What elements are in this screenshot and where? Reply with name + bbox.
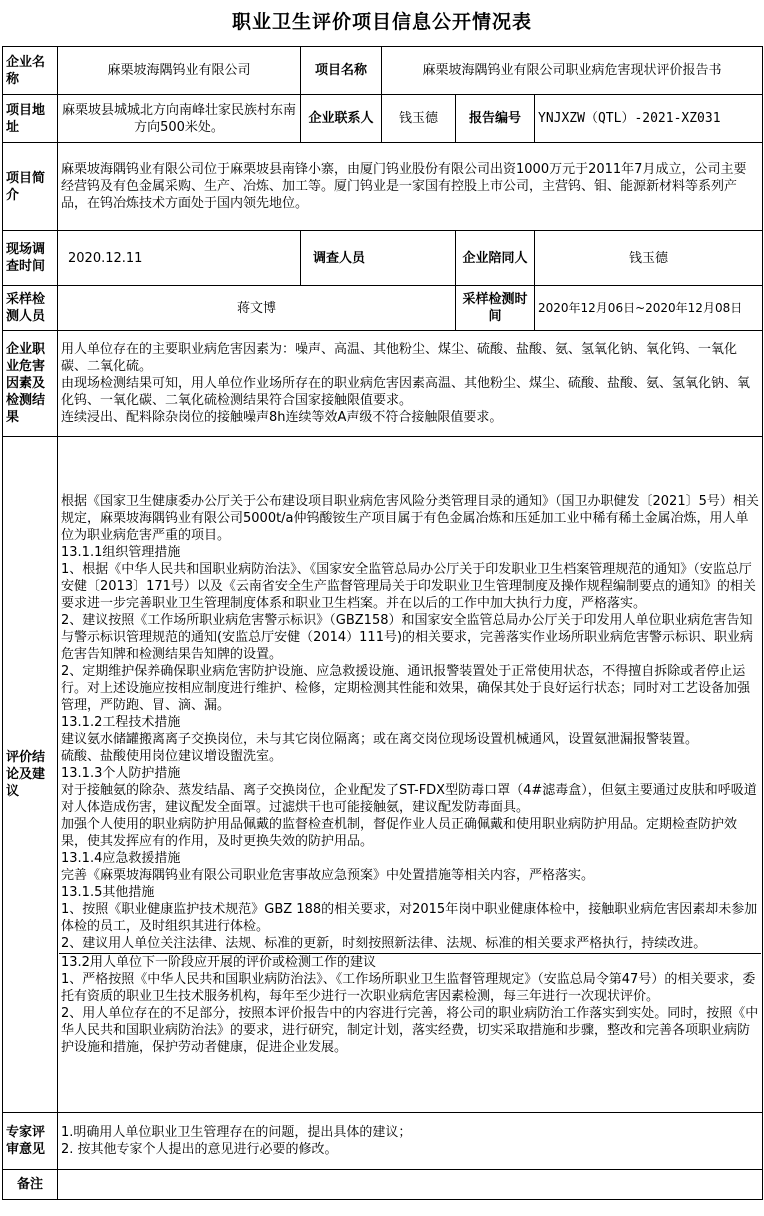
row-company	[3, 47, 763, 95]
conclusion-paragraph: 加强个人使用的职业病防护用品佩戴的监督检查机制，督促作业人员正确佩戴和使用职业病防护用品。定期检查防护效果，使其发挥应有的作用，及时更换失效的防护用品。	[61, 817, 738, 849]
report-number-value: YNJXZW（QTL）-2021-XZ031	[535, 95, 763, 143]
project-name-label: 项目名称	[301, 47, 382, 95]
hazard-line: 连续浸出、配料除杂岗位的接触噪声8h连续等效A声级不符合接触限值要求。	[61, 410, 503, 425]
expert-opinion-label: 专家评审意见	[3, 1113, 58, 1170]
conclusion-paragraph: 1、根据《中华人民共和国职业病防治法》、《国家安全监管总局办公厅关于印发职业卫生档案管理规范的通知》（安监总厅安健〔2013〕171号）以及《云南省安全生产监督管理局关于印发职业卫生管理制度及操作规程编制要点的通知》的相关要求进一步完善职业卫生管理制度体系和职业卫生档案。并在以后的工作中加大执行力度，严格落实。	[61, 562, 756, 611]
row-intro	[3, 143, 763, 231]
section-heading: 13.1.1组织管理措施	[61, 545, 181, 560]
conclusion-paragraph: 1、按照《职业健康监护技术规范》GBZ 188的相关要求，对2015年岗中职业健康体检中，接触职业病危害因素却未参加体检的员工，及时组织其进行体检。	[61, 902, 758, 934]
row-conclusion	[3, 437, 763, 1113]
company-name-label: 企业名称	[3, 47, 58, 95]
remarks-value	[58, 1170, 763, 1200]
row-remarks	[3, 1170, 763, 1200]
survey-date-label: 现场调查时间	[3, 231, 58, 286]
company-escort-label: 企业陪同人	[456, 231, 535, 286]
expert-opinion-text	[58, 1113, 763, 1170]
company-contact-value: 钱玉德	[382, 95, 456, 143]
sampling-time-value: 2020年12月06日~2020年12月08日	[535, 286, 763, 331]
row-hazards	[3, 331, 763, 437]
conclusion-paragraph: 2、建议按照《工作场所职业病危害警示标识》（GBZ158）和国家安全监管总局办公厅关于印发用人单位职业病危害告知与警示标识管理规范的通知(安监总厅安健（2014）111号)的相关要求，完善落实作业场所职业病危害警示标识、职业病危害告知牌和检测结果告知牌的设置。	[61, 613, 754, 662]
section-heading: 13.1.5其他措施	[61, 885, 155, 900]
hazard-line: 用人单位存在的主要职业病危害因素为：噪声、高温、其他粉尘、煤尘、硫酸、盐酸、氨、氢氧化钠、氧化钨、一氧化碳、二氧化硫。	[61, 342, 738, 374]
conclusion-paragraph: 根据《国家卫生健康委办公厅关于公布建设项目职业病危害风险分类管理目录的通知》（国卫办职健发〔2021〕5号）相关规定，麻栗坡海隅钨业有限公司5000t/a仲钨酸铵生产项目属于有色金属冶炼和压延加工业中稀有稀土金属冶炼，用人单位为职业病危害严重的项目。	[61, 494, 759, 543]
conclusion-paragraph: 1、严格按照《中华人民共和国职业病防治法》、《工作场所职业卫生监督管理规定》（安监总局令第47号）的相关要求，委托有资质的职业卫生技术服务机构，每年至少进行一次职业病危害因素检测，每三年进行一次现状评价。	[61, 972, 756, 1004]
section-heading: 13.1.4应急救援措施	[61, 851, 181, 866]
conclusion-paragraph: 完善《麻栗坡海隅钨业有限公司职业危害事故应急预案》中处置措施等相关内容，严格落实。	[61, 868, 595, 883]
conclusion-paragraph: 2、用人单位存在的不足部分，按照本评价报告中的内容进行完善，将公司的职业病防治工作落实到实处。同时，按照《中华人民共和国职业病防治法》的要求，进行研究，制定计划，落实经费，切实采取措施和步骤，整改和完善各项职业病防护设施和措施，保护劳动者健康，促进企业发展。	[61, 1006, 759, 1055]
sampler-label: 采样检测人员	[3, 286, 58, 331]
expert-opinion-line: 2. 按其他专家个人提出的意见进行必要的修改。	[61, 1142, 338, 1157]
conclusion-text	[58, 437, 763, 1113]
remarks-label: 备注	[3, 1170, 58, 1200]
company-name-value: 麻栗坡海隅钨业有限公司	[58, 47, 301, 95]
hazard-factors-label: 企业职业危害因素及检测结果	[3, 331, 58, 437]
row-expert	[3, 1113, 763, 1170]
company-contact-label: 企业联系人	[301, 95, 382, 143]
project-name-value: 麻栗坡海隅钨业有限公司职业病危害现状评价报告书	[382, 47, 763, 95]
conclusion-label: 评价结论及建议	[3, 437, 58, 1113]
project-address-label: 项目地址	[3, 95, 58, 143]
section-heading: 13.1.3个人防护措施	[61, 766, 181, 781]
conclusion-paragraph: 对于接触氨的除杂、蒸发结晶、离子交换岗位，企业配发了ST-FDX型防毒口罩（4#滤毒盒），但氨主要通过皮肤和呼吸道对人体造成伤害，建议配发全面罩。过滤烘干也可能接触氨，建议配发防毒面具。	[61, 783, 757, 815]
survey-date-value: 2020.12.11	[58, 231, 301, 286]
section-heading: 13.1.2工程技术措施	[61, 715, 181, 730]
conclusion-paragraph: 硫酸、盐酸使用岗位建议增设盥洗室。	[61, 749, 283, 764]
row-sampling	[3, 286, 763, 331]
info-table	[2, 46, 763, 1200]
investigator-label: 调查人员	[301, 231, 456, 286]
row-survey	[3, 231, 763, 286]
sampler-value: 蒋文博	[58, 286, 456, 331]
project-intro-label: 项目简介	[3, 143, 58, 231]
sampling-time-label: 采样检测时间	[456, 286, 535, 331]
expert-opinion-line: 1.明确用人单位职业卫生管理存在的问题，提出具体的建议；	[61, 1125, 412, 1140]
project-address-value: 麻栗坡县城城北方向南峰壮家民族村东南方向500米处。	[58, 95, 301, 143]
conclusion-paragraph: 2、定期维护保养确保职业病危害防护设施、应急救援设施、通讯报警装置处于正常使用状态，不得擅自拆除或者停止运行。对上述设施应按相应制度进行维护、检修，定期检测其性能和效果，确保其处于良好运行状态；同时对工艺设备加强管理，严防跑、冒、滴、漏。	[61, 664, 751, 713]
conclusion-paragraph: 建议氨水储罐搬离离子交换岗位，未与其它岗位隔离；或在离交岗位现场设置机械通风，设置氨泄漏报警装置。	[61, 732, 699, 747]
project-intro-text: 麻栗坡海隅钨业有限公司位于麻栗坡县南锋小寨，由厦门钨业股份有限公司出资1000万元于2011年7月成立，公司主要经营钨及有色金属采购、生产、冶炼、加工等。厦门钨业是一家国有控股上市公司，主营钨、钼、能源新材料等系列产品，在钨冶炼技术方面处于国内领先地位。	[58, 143, 763, 231]
section-heading: 13.2用人单位下一阶段应开展的评价或检测工作的建议	[61, 955, 376, 970]
company-escort-value: 钱玉德	[535, 231, 763, 286]
hazard-factors-text	[58, 331, 763, 437]
page-title: 职业卫生评价项目信息公开情况表	[231, 11, 532, 33]
report-number-label: 报告编号	[456, 95, 535, 143]
hazard-line: 由现场检测结果可知，用人单位作业场所存在的职业病危害因素高温、其他粉尘、煤尘、硫酸、盐酸、氨、氢氧化钠、氧化钨、一氧化碳、二氧化硫检测结果符合国家接触限值要求。	[61, 376, 751, 408]
row-address	[3, 95, 763, 143]
conclusion-paragraph: 2、建议用人单位关注法律、法规、标准的更新，时刻按照新法律、法规、标准的相关要求严格执行，持续改进。	[61, 936, 707, 951]
